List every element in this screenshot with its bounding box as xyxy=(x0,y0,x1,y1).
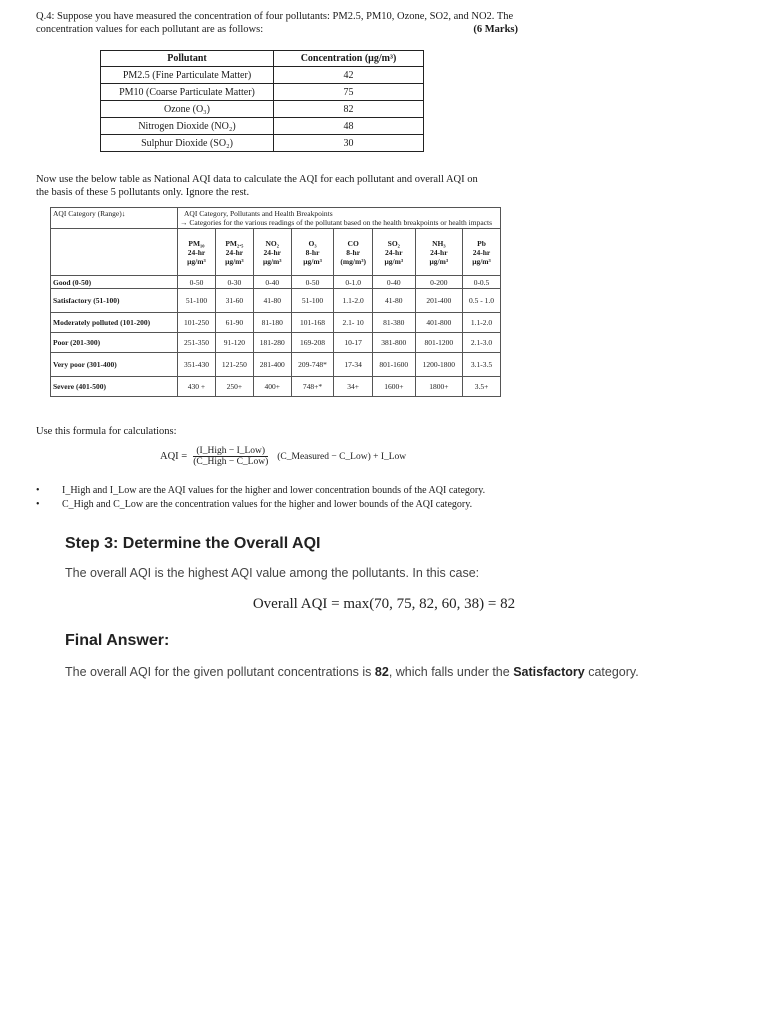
aqi-breakpoint-cell: 1800+ xyxy=(415,377,462,397)
aqi-category-label: Severe (401-500) xyxy=(51,377,178,397)
aqi-category-label: Poor (201-300) xyxy=(51,333,178,353)
aqi-breakpoint-cell: 0-1.0 xyxy=(334,276,373,289)
formula-lhs: AQI = xyxy=(160,451,188,462)
aqi-caption xyxy=(178,208,501,229)
final-aqi-category: Satisfactory xyxy=(513,665,585,679)
aqi-breakpoint-cell: 0-200 xyxy=(415,276,462,289)
aqi-header-spacer xyxy=(51,229,178,276)
aqi-pollutant-header xyxy=(334,229,373,276)
aqi-instructions xyxy=(36,173,516,199)
formula-rest: (C_Measured − C_Low) + I_Low xyxy=(277,451,407,462)
aqi-breakpoint-cell: 101-250 xyxy=(178,313,216,333)
aqi-breakpoint-cell: 81-380 xyxy=(372,313,415,333)
aqi-pollutant-header-line: μg/m³ xyxy=(429,256,449,266)
aqi-breakpoint-cell: 121-250 xyxy=(215,353,253,377)
aqi-category-row xyxy=(51,353,501,377)
question-line-2: concentration values for each pollutant are as follows: xyxy=(36,24,264,35)
aqi-pollutant-header-line: μg/m³ xyxy=(225,256,244,266)
aqi-pollutant-header-line: NO₂ xyxy=(265,238,280,248)
aqi-breakpoint-cell: 91-120 xyxy=(215,333,253,353)
aqi-pollutant-header-line: CO xyxy=(347,238,359,248)
aqi-pollutant-header-row xyxy=(51,229,501,276)
concentration-value-cell: 75 xyxy=(274,84,424,101)
final-text-before: The overall AQI for the given pollutant concentrations is xyxy=(65,665,375,679)
aqi-breakpoint-cell: 3.5+ xyxy=(463,377,501,397)
aqi-pollutant-header-line: 24-hr xyxy=(187,247,206,257)
aqi-breakpoint-cell: 2.1-3.0 xyxy=(463,333,501,353)
aqi-category-row xyxy=(51,276,501,289)
aqi-pollutant-header-line: μg/m³ xyxy=(472,256,491,266)
aqi-category-row xyxy=(51,377,501,397)
formula-denominator: (C_High − C_Low) xyxy=(193,457,269,467)
instructions-line-1: Now use the below table as National AQI data to calculate the AQI for each pollutant and overall AQI on xyxy=(36,174,478,185)
aqi-pollutant-header-line: 24-hr xyxy=(225,247,244,257)
pollutant-name-cell: Ozone (O₃) xyxy=(101,101,274,118)
step3-heading: Step 3: Determine the Overall AQI xyxy=(65,535,321,552)
aqi-breakpoint-cell: 748+* xyxy=(291,377,334,397)
aqi-breakpoint-cell: 169-208 xyxy=(291,333,334,353)
aqi-breakpoint-cell: 209-748* xyxy=(291,353,334,377)
aqi-category-row xyxy=(51,313,501,333)
pollutant-name-cell: PM2.5 (Fine Particulate Matter) xyxy=(101,67,274,84)
aqi-pollutant-header-line: 24-hr xyxy=(385,247,403,257)
aqi-breakpoint-table xyxy=(50,207,501,397)
aqi-pollutant-header xyxy=(178,229,216,276)
aqi-breakpoint-cell: 0-50 xyxy=(291,276,334,289)
aqi-breakpoint-cell: 250+ xyxy=(215,377,253,397)
pollutant-name-cell: Nitrogen Dioxide (NO₂) xyxy=(101,118,274,135)
aqi-pollutant-header-line: μg/m³ xyxy=(303,256,322,266)
aqi-breakpoint-cell: 351-430 xyxy=(178,353,216,377)
aqi-breakpoint-cell: 201-400 xyxy=(415,289,462,313)
pollutant-name-cell: PM10 (Coarse Particulate Matter) xyxy=(101,84,274,101)
aqi-breakpoint-cell: 0-0.5 xyxy=(463,276,501,289)
aqi-pollutant-header-line: NH₃ xyxy=(432,238,446,248)
aqi-pollutant-header-line: Pb xyxy=(477,238,486,248)
aqi-breakpoint-cell: 61-90 xyxy=(215,313,253,333)
aqi-breakpoint-cell: 400+ xyxy=(253,377,291,397)
aqi-breakpoint-cell: 101-168 xyxy=(291,313,334,333)
concentration-value-cell: 82 xyxy=(274,101,424,118)
final-text-middle: , which falls under the xyxy=(388,665,514,679)
concentration-row xyxy=(101,101,424,118)
aqi-pollutant-header-line: PM₂.₅ xyxy=(225,238,244,248)
question-line-1: Q.4: Suppose you have measured the concentration of four pollutants: PM2.5, PM10, Ozone, SO2, and NO2. The xyxy=(36,11,514,22)
formula-fraction xyxy=(190,446,271,467)
aqi-breakpoint-cell: 41-80 xyxy=(253,289,291,313)
aqi-breakpoint-cell: 17-34 xyxy=(334,353,373,377)
aqi-pollutant-header-line: μg/m³ xyxy=(262,256,282,266)
aqi-pollutant-header-line: 24-hr xyxy=(430,247,448,257)
formula-numerator: (I_High − I_Low) xyxy=(193,446,268,457)
concentration-row xyxy=(101,135,424,152)
step3-text: The overall AQI is the highest AQI value among the pollutants. In this case: xyxy=(65,566,480,580)
aqi-pollutant-header-line: 24-hr xyxy=(263,247,282,257)
aqi-breakpoint-cell: 0-30 xyxy=(215,276,253,289)
aqi-pollutant-header-line: μg/m³ xyxy=(187,256,206,266)
aqi-pollutant-header xyxy=(253,229,291,276)
definition-item: • I_High and I_Low are the AQI values for the higher and lower concentration bounds of the AQI category. xyxy=(36,484,485,497)
aqi-breakpoint-cell: 0-40 xyxy=(372,276,415,289)
corner-label-text: AQI Category (Range)↓ xyxy=(53,209,126,218)
final-text-after: category. xyxy=(584,665,639,679)
aqi-breakpoint-cell: 3.1-3.5 xyxy=(463,353,501,377)
concentration-row xyxy=(101,84,424,101)
aqi-pollutant-header-line: SO₂ xyxy=(387,238,400,248)
aqi-pollutant-header xyxy=(463,229,501,276)
aqi-breakpoint-cell: 0.5 - 1.0 xyxy=(463,289,501,313)
aqi-category-label: Very poor (301-400) xyxy=(51,353,178,377)
question-marks: (6 Marks) xyxy=(473,24,518,35)
aqi-breakpoint-cell: 0-50 xyxy=(178,276,216,289)
aqi-breakpoint-cell: 10-17 xyxy=(334,333,373,353)
header-pollutant: Pollutant xyxy=(101,51,274,67)
final-answer-text xyxy=(65,661,645,683)
formula-definitions xyxy=(36,484,485,512)
aqi-breakpoint-cell: 51-100 xyxy=(291,289,334,313)
aqi-category-label: Good (0-50) xyxy=(51,276,178,289)
aqi-pollutant-header xyxy=(215,229,253,276)
aqi-breakpoint-cell: 801-1200 xyxy=(415,333,462,353)
concentration-value-cell: 42 xyxy=(274,67,424,84)
header-concentration: Concentration (μg/m³) xyxy=(274,51,424,67)
aqi-breakpoint-cell: 251-350 xyxy=(178,333,216,353)
aqi-category-label: Moderately polluted (101-200) xyxy=(51,313,178,333)
concentration-row xyxy=(101,67,424,84)
question-header xyxy=(36,10,518,36)
instructions-line-2: the basis of these 5 pollutants only. Ignore the rest. xyxy=(36,187,250,198)
aqi-category-label: Satisfactory (51-100) xyxy=(51,289,178,313)
aqi-breakpoint-cell: 51-100 xyxy=(178,289,216,313)
aqi-breakpoint-cell: 1.1-2.0 xyxy=(334,289,373,313)
aqi-breakpoint-cell: 41-80 xyxy=(372,289,415,313)
aqi-corner-label xyxy=(51,208,178,229)
formula-intro: Use this formula for calculations: xyxy=(36,426,177,437)
aqi-breakpoint-cell: 401-800 xyxy=(415,313,462,333)
aqi-caption-row xyxy=(51,208,501,229)
aqi-breakpoint-cell: 31-60 xyxy=(215,289,253,313)
final-aqi-value: 82 xyxy=(374,665,389,679)
aqi-pollutant-header xyxy=(291,229,334,276)
aqi-category-row xyxy=(51,289,501,313)
concentration-table-header xyxy=(101,51,424,67)
aqi-breakpoint-cell: 1200-1800 xyxy=(415,353,462,377)
aqi-pollutant-header-line: PM₁₀ xyxy=(188,238,205,248)
concentration-table xyxy=(100,50,424,152)
aqi-breakpoint-cell: 430 + xyxy=(178,377,216,397)
aqi-breakpoint-cell: 1600+ xyxy=(372,377,415,397)
aqi-category-row xyxy=(51,333,501,353)
aqi-breakpoint-cell: 34+ xyxy=(334,377,373,397)
aqi-pollutant-header-line: 24-hr xyxy=(472,247,491,257)
aqi-breakpoint-cell: 81-180 xyxy=(253,313,291,333)
aqi-formula xyxy=(160,446,406,467)
aqi-pollutant-header xyxy=(372,229,415,276)
aqi-breakpoint-cell: 281-400 xyxy=(253,353,291,377)
concentration-value-cell: 48 xyxy=(274,118,424,135)
aqi-breakpoint-cell: 0-40 xyxy=(253,276,291,289)
concentration-row xyxy=(101,118,424,135)
final-answer-heading: Final Answer: xyxy=(65,632,170,649)
aqi-caption-desc: → Categories for the various readings of the pollutant based on the health breakpoints or health impacts xyxy=(180,218,492,227)
overall-aqi-equation: Overall AQI = max(70, 75, 82, 60, 38) = 82 xyxy=(252,596,516,612)
aqi-pollutant-header-line: O₃ xyxy=(308,238,317,248)
aqi-pollutant-header-line: 8-hr xyxy=(346,247,361,257)
pollutant-name-cell: Sulphur Dioxide (SO₂) xyxy=(101,135,274,152)
aqi-caption-title: AQI Category, Pollutants and Health Breakpoints xyxy=(184,209,333,218)
aqi-breakpoint-cell: 181-280 xyxy=(253,333,291,353)
aqi-breakpoint-cell: 801-1600 xyxy=(372,353,415,377)
aqi-pollutant-header-line: μg/m³ xyxy=(384,256,404,266)
aqi-breakpoint-cell: 1.1-2.0 xyxy=(463,313,501,333)
aqi-pollutant-header-line: 8-hr xyxy=(305,247,320,257)
aqi-breakpoint-cell: 381-800 xyxy=(372,333,415,353)
aqi-pollutant-header xyxy=(415,229,462,276)
concentration-value-cell: 30 xyxy=(274,135,424,152)
aqi-breakpoint-cell: 2.1- 10 xyxy=(334,313,373,333)
aqi-pollutant-header-line: (mg/m³) xyxy=(340,256,366,266)
definition-item: • C_High and C_Low are the concentration values for the higher and lower bounds of the AQI category. xyxy=(36,498,485,511)
